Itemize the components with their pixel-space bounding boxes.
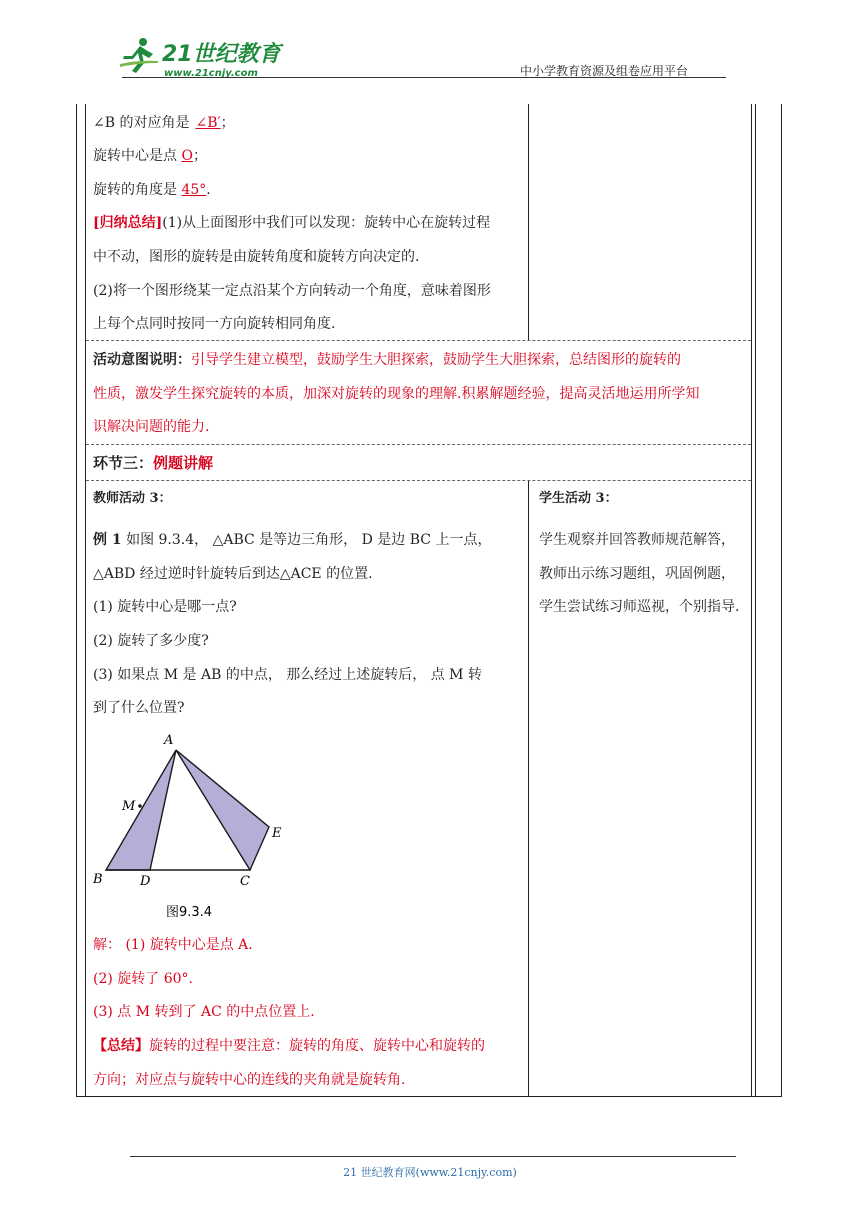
site-logo [118, 34, 288, 82]
row-separator [86, 340, 751, 341]
degree-prefix: 旋转的角度是 [93, 182, 182, 198]
logo-brand-text: 21世纪教育 [162, 42, 281, 67]
example-label: 例 1 [93, 532, 122, 548]
angle-suffix: ； [220, 115, 235, 131]
intent-line-1 [93, 351, 681, 369]
section-heading [93, 454, 213, 472]
center-answer: O [181, 148, 193, 164]
angle-prefix: ∠B 的对应角是 [93, 115, 190, 131]
angle-answer: ∠B′ [195, 115, 221, 131]
table-side-column [755, 104, 756, 1097]
label-b: B [93, 872, 103, 887]
summary-line-3: (2)将一个图形绕某一定点沿某个方向转动一个角度，意味着图形 [93, 283, 491, 299]
center-prefix: 旋转中心是点 [93, 148, 182, 164]
degree-line [93, 181, 211, 199]
table-border-left [76, 104, 77, 1097]
summary-tag: [归纳总结] [93, 215, 163, 231]
intent-line-3: 识解决问题的能力. [93, 419, 210, 435]
header-rule [122, 77, 726, 78]
answer-3: (3) 点 M 转到了 AC 的中点位置上. [93, 1004, 315, 1020]
degree-answer: 45° [181, 182, 207, 198]
content-box-right [751, 104, 752, 1097]
example-line-2: △ABD 经过逆时针旋转后到达△ACE 的位置. [93, 566, 373, 582]
content-box-left [85, 104, 86, 1097]
column-divider-top [528, 104, 529, 340]
intent-line-2: 性质，激发学生探究旋转的本质，加深对旋转的现象的理解.积累解题经验，提高灵活地运用所学知 [93, 386, 700, 402]
summary-text-1: (1)从上面图形中我们可以发现：旋转中心在旋转过程 [162, 215, 491, 231]
teacher-summary-line-2: 方向；对应点与旋转中心的连线的夹角就是旋转角. [93, 1072, 406, 1088]
teacher-summary-tag: 【总结】 [93, 1038, 149, 1054]
section-title: 例题讲解 [153, 454, 214, 472]
footer-rule [130, 1156, 736, 1157]
figure-caption: 图9.3.4 [166, 905, 213, 920]
summary-line-2: 中不动，图形的旋转是由旋转角度和旋转方向决定的. [93, 249, 420, 265]
teacher-summary-text-1: 旋转的过程中要注意：旋转的角度、旋转中心和旋转的 [149, 1038, 485, 1054]
center-line [93, 147, 207, 165]
section-label: 环节三： [93, 454, 154, 472]
question-3-line-1: (3) 如果点 M 是 AB 的中点， 那么经过上述旋转后， 点 M 转 [93, 667, 482, 683]
figure-9-3-4 [88, 726, 298, 926]
triangle-ace [176, 750, 269, 870]
logo-url-text: www.21cnjy.com [164, 68, 258, 79]
question-1: (1) 旋转中心是哪一点? [93, 599, 237, 615]
student-line-2: 教师出示练习题组，巩固例题， [539, 566, 735, 582]
student-line-3: 学生尝试练习师巡视，个别指导. [539, 599, 740, 615]
triangle-abd [106, 750, 176, 870]
center-suffix: ； [192, 148, 207, 164]
intent-text-1: 引导学生建立模型，鼓励学生大胆探索，鼓励学生大胆探索，总结图形的旋转的 [191, 352, 681, 368]
label-c: C [240, 874, 250, 889]
teacher-summary-line-1 [93, 1037, 485, 1055]
example-text-1: 如图 9.3.4， △ABC 是等边三角形， D 是边 BC 上一点， [121, 532, 492, 548]
table-border-bottom [76, 1096, 782, 1097]
student-heading: 学生活动 3： [539, 491, 618, 506]
intent-label: 活动意图说明： [93, 352, 191, 368]
degree-suffix: . [206, 182, 211, 198]
table-border-right [781, 104, 782, 1097]
summary-line-4: 上每个点同时按同一方向旋转相同角度. [93, 316, 336, 332]
footer-link[interactable]: 21 世纪教育网(www.21cnjy.com) [343, 1166, 517, 1179]
angle-line [93, 114, 235, 132]
question-3-line-2: 到了什么位置? [93, 700, 185, 716]
student-line-1: 学生观察并回答教师规范解答， [539, 532, 735, 548]
example-line-1 [93, 531, 491, 549]
row-separator [86, 444, 751, 445]
question-2: (2) 旋转了多少度? [93, 633, 209, 649]
site-name: 中小学教育资源及组卷应用平台 [520, 64, 689, 78]
label-a: A [164, 733, 174, 748]
row-separator [86, 480, 751, 481]
runner-icon [120, 38, 158, 73]
label-m: M [122, 799, 136, 814]
label-d: D [140, 874, 151, 889]
answer-1: 解： (1) 旋转中心是点 A. [93, 937, 253, 953]
column-divider-bottom [528, 480, 529, 1097]
teacher-heading: 教师活动 3： [93, 491, 172, 506]
answer-2: (2) 旋转了 60°. [93, 971, 193, 987]
point-m [138, 804, 142, 808]
label-e: E [272, 826, 282, 841]
summary-line-1 [93, 214, 490, 232]
